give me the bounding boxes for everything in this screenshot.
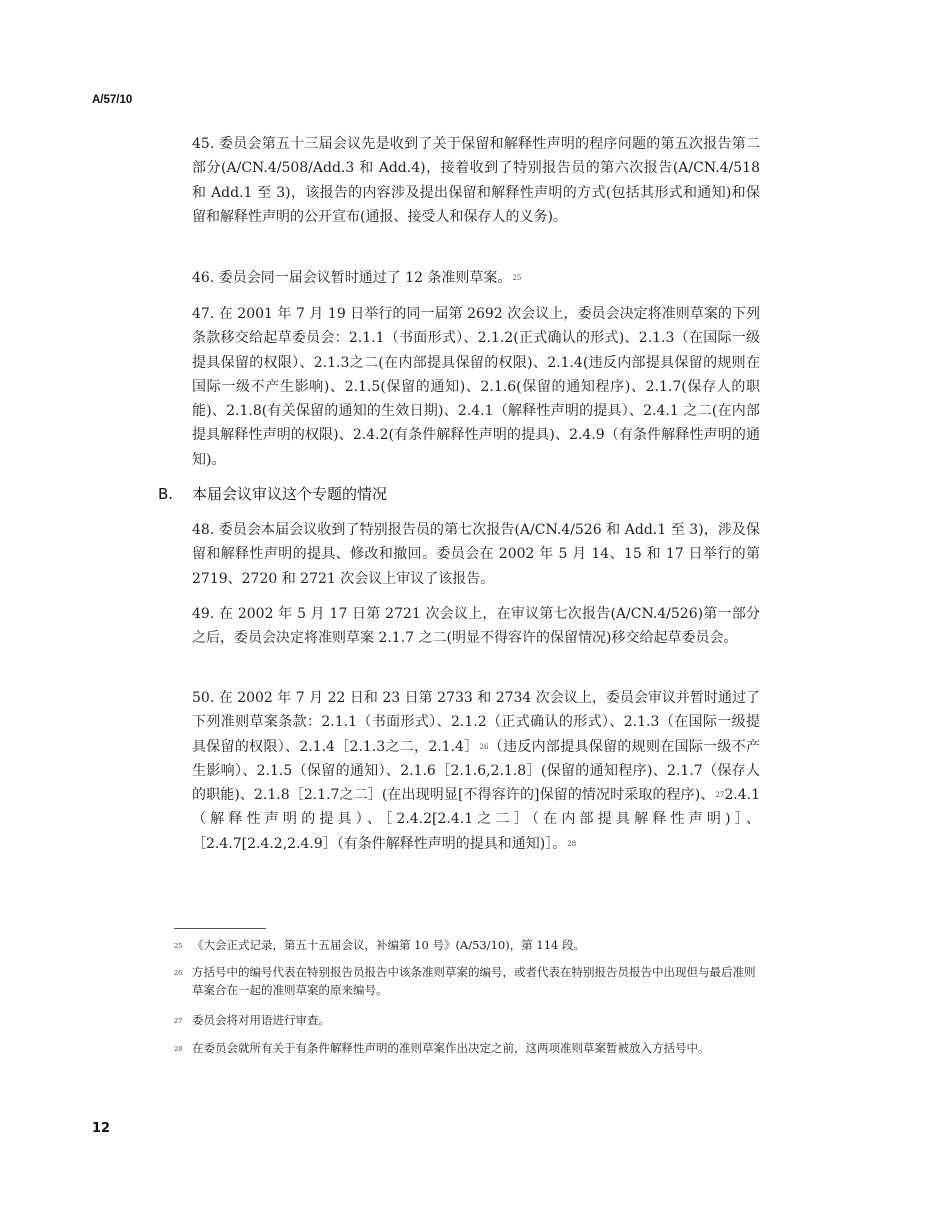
paragraph-45: 45. 委员会第五十三届会议先是收到了关于保留和解释性声明的程序问题的第五次报告第二部分(A/CN.4/508/Add.3 和 Add.4)，接着收到了特别报告员的第六次报告(A/CN.4/518 和 Add.1 至 3)，该报告的内容涉及提出保留和解释性声明的方式(包括其形式和通知)和保留和解释性声明的公开宣布(通报、接受人和保存人的义务)。	[192, 136, 760, 225]
paragraph-50	[192, 686, 760, 856]
paragraph-46	[192, 266, 760, 290]
section-heading-b	[158, 483, 758, 505]
footnote-27	[174, 1011, 764, 1029]
footnote-number: 26	[174, 969, 183, 977]
paragraph-47: 47. 在 2001 年 7 月 19 日举行的同一届第 2692 次会议上，委员会决定将准则草案的下列条款移交给起草委员会：2.1.1（书面形式）、2.1.2(正式确认的形式)、2.1.3（在国际一级提具保留的权限）、2.1.3之二(在内部提具保留的权限)、2.1.4(违反内部提具保留的规则在国际一级不产生影响)、2.1.5(保留的通知)、2.1.6(保留的通知程序)、2.1.7(保存人的职能)、2.1.8(有关保留的通知的生效日期)、2.4.1（解释性声明的提具）、2.4.1 之二(在内部提具解释性声明的权限)、2.4.2(有条件解释性声明的提具)、2.4.9（有条件解释性声明的通知)。	[192, 306, 760, 468]
footnote-number: 28	[174, 1045, 183, 1053]
footnote-ref-27[interactable]: 27	[715, 791, 725, 800]
footnote-26	[174, 963, 764, 999]
section-title: 本届会议审议这个专题的情况	[192, 485, 388, 503]
footnote-separator	[174, 928, 266, 929]
footnote-28	[174, 1039, 764, 1057]
footnote-text: 方括号中的编号代表在特别报告员报告中该条准则草案的编号，或者代表在特别报告员报告中出现但与最后准则草案合在一起的准则草案的原来编号。	[192, 965, 756, 997]
document-symbol: A/57/10	[92, 94, 133, 106]
footnote-text: 在委员会就所有关于有条件解释性声明的准则草案作出决定之前，这两项准则草案暂被放入方括号中。	[192, 1041, 710, 1055]
footnote-number: 27	[174, 1017, 183, 1025]
page-number: 12	[92, 1121, 111, 1136]
footnote-ref-26[interactable]: 26	[479, 742, 489, 751]
paragraph-50-text-1: 50. 在 2002 年 7 月 22 日和 23 日第 2733 和 2734 次会议上，委员会审议并暂时通过了下列准则草案条款：2.1.1（书面形式）、2.1.2（正式确认的形式）、2.1.3（在国际一级提具保留的权限）、2.1.4［2.1.3之二，2.1.4］	[192, 690, 760, 755]
footnote-ref-25[interactable]: 25	[512, 274, 522, 282]
footnote-text: 委员会将对用语进行审查。	[192, 1013, 330, 1027]
section-letter: B.	[158, 485, 174, 503]
footnote-25	[174, 936, 764, 954]
footnote-number: 25	[174, 942, 183, 950]
paragraph-48: 48. 委员会本届会议收到了特别报告员的第七次报告(A/CN.4/526 和 Add.1 至 3)，涉及保留和解释性声明的提具、修改和撤回。委员会在 2002 年 5 月 14、15 和 17 日举行的第 2719、2720 和 2721 次会议上审议了该报告。	[192, 522, 760, 587]
footnote-ref-28[interactable]: 28	[567, 839, 577, 848]
paragraph-50-text-3: 2.4.1（解释性声明的提具）、［2.4.2[2.4.1之二］（在内部提具解释性声明)］、［2.4.7[2.4.2,2.4.9］（有条件解释性声明的提具和通知)］。	[192, 787, 760, 852]
paragraph-49: 49. 在 2002 年 5 月 17 日第 2721 次会议上，在审议第七次报告(A/CN.4/526)第一部分之后，委员会决定将准则草案 2.1.7 之二(明显不得容许的保留情况)移交给起草委员会。	[192, 606, 760, 647]
paragraph-50-text-2: （违反内部提具保留的规则在国际一级不产生影响）、2.1.5（保留的通知）、2.1.6［2.1.6,2.1.8］(保留的通知程序)、2.1.7（保存人的职能)、2.1.8［2.1.7之二］(在出现明显[不得容许的]保留的情况时采取的程序)、	[192, 738, 760, 804]
paragraph-46-text: 46. 委员会同一届会议暂时通过了 12 条准则草案。	[192, 270, 512, 286]
footnote-text: 《大会正式记录，第五十五届会议，补编第 10 号》(A/53/10)，第 114 段。	[192, 938, 585, 952]
